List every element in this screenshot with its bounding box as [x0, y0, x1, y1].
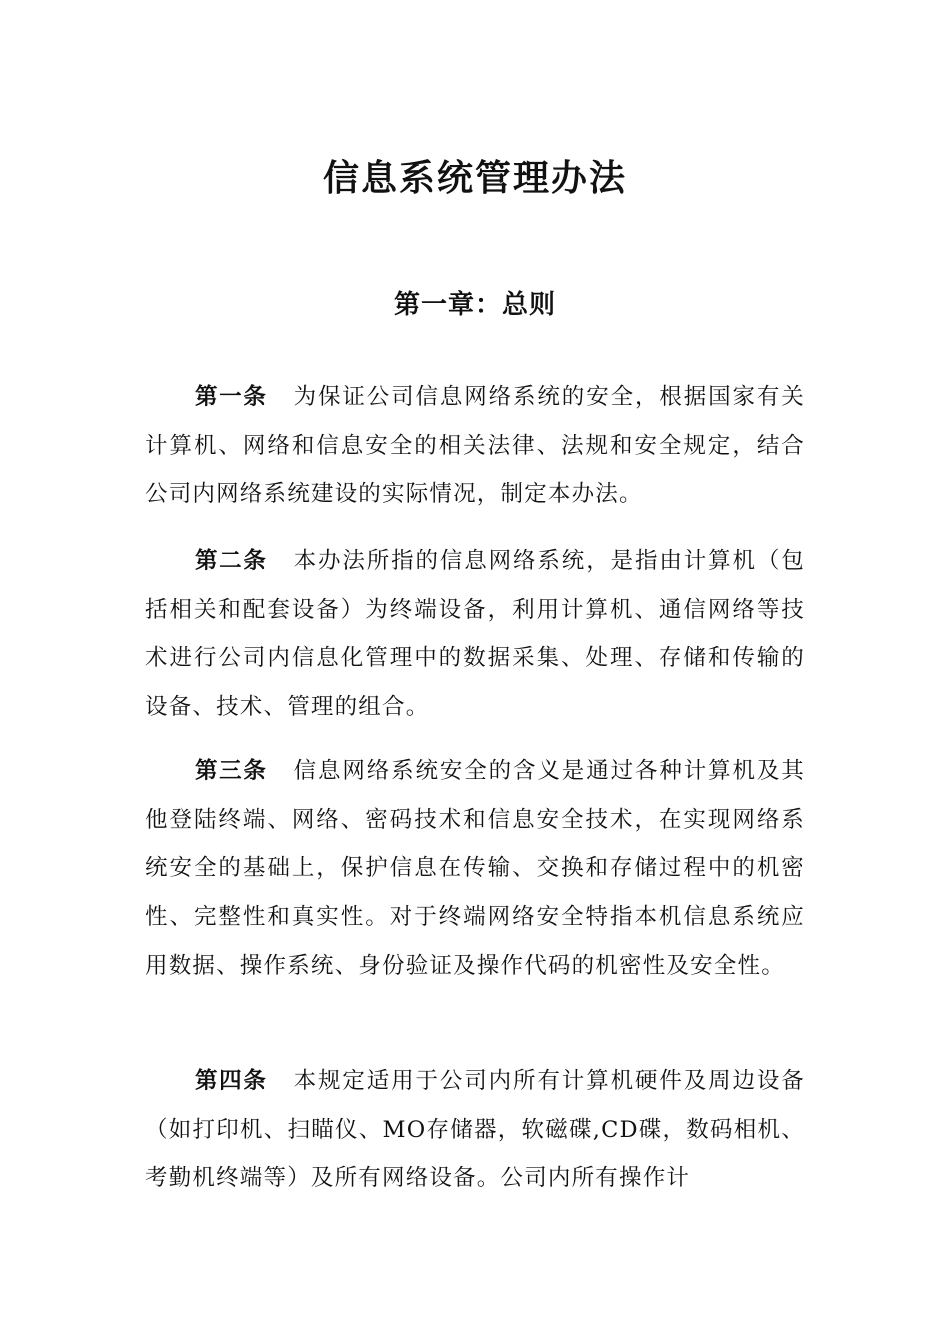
chapter-title: 第一章：总则: [393, 290, 556, 320]
article-paragraph: [145, 373, 805, 519]
article-text: 本办法所指的信息网络系统，是指由计算机（包括相关和配套设备）为终端设备，利用计算机、通信网络等技术进行公司内信息化管理中的数据采集、处理、存储和传输的设备、技术、管理的组合。: [145, 548, 805, 721]
article-label: 第三条: [195, 758, 268, 784]
article-text: 本规定适用于公司内所有计算机硬件及周边设备（如打印机、扫瞄仪、MO存储器，软磁碟,CD碟，数码相机、考勤机终端等）及所有网络设备。公司内所有操作计: [145, 1068, 805, 1192]
article-paragraph: [145, 1057, 805, 1203]
article-label: 第一条: [195, 384, 268, 410]
article-label: 第四条: [195, 1068, 268, 1094]
document-title: 信息系统管理办法: [322, 157, 627, 199]
article-label: 第二条: [195, 548, 268, 574]
article-paragraph: [145, 537, 805, 732]
article-text: 为保证公司信息网络系统的安全，根据国家有关计算机、网络和信息安全的相关法律、法规和安全规定，结合公司内网络系统建设的实际情况，制定本办法。: [145, 384, 805, 508]
article-text: 信息网络系统安全的含义是通过各种计算机及其他登陆终端、网络、密码技术和信息安全技术，在实现网络系统安全的基础上，保护信息在传输、交换和存储过程中的机密性、完整性和真实性。对于终端网络安全特指本机信息系统应用数据、操作系统、身份验证及操作代码的机密性及安全性。: [145, 758, 805, 979]
article-paragraph: [145, 747, 805, 991]
